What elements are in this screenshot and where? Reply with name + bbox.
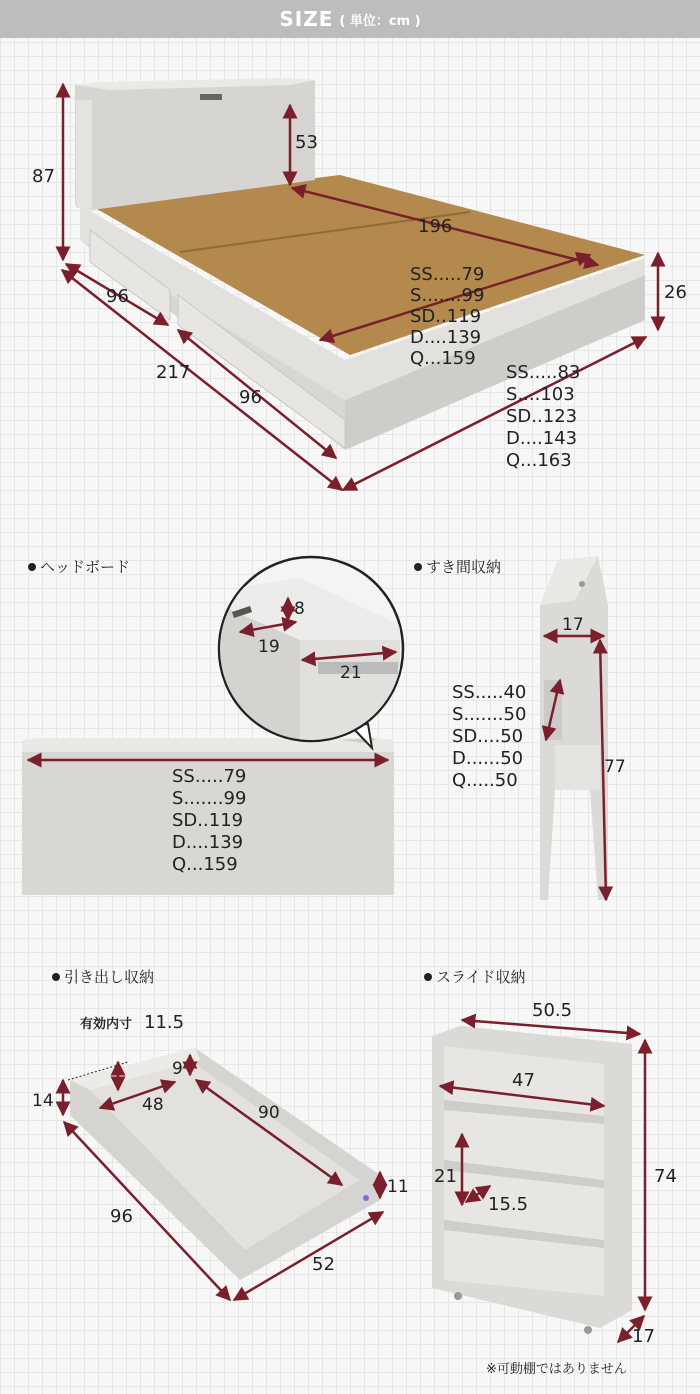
size-value: 79 (461, 264, 485, 285)
header-unit: ( 単位：cm ) (339, 13, 421, 29)
slide-note: ※可動棚ではありません (486, 1362, 627, 1377)
leader-dots: ..... (474, 682, 504, 703)
bed-height-label: 87 (32, 166, 55, 187)
leader-dots: ..... (466, 770, 495, 791)
width-row (452, 748, 523, 769)
size-code: SD (506, 406, 532, 427)
drawer-dim-52: 52 (312, 1254, 335, 1275)
section-headboard-title: ヘッドボード (40, 558, 131, 576)
headboard-shelf (22, 738, 394, 752)
drawer-illustration (68, 1048, 380, 1280)
slide-caster-icon (454, 1292, 462, 1300)
size-value: 159 (203, 854, 238, 875)
size-value: 83 (557, 362, 581, 383)
leader-dots: ..... (432, 264, 462, 285)
section-drawer (52, 966, 154, 987)
drawer-dim-96: 96 (110, 1206, 133, 1227)
gap-storage-illustration (540, 556, 608, 900)
leader-dots: .... (185, 832, 209, 853)
headboard-dim-19: 19 (258, 637, 280, 657)
drawer-dim-9: 9 (172, 1059, 183, 1079)
size-value: 50 (500, 748, 524, 769)
bullet-icon (424, 973, 432, 981)
bullet-icon (52, 973, 60, 981)
bed-frame-width-list (506, 362, 580, 471)
width-row (452, 770, 518, 791)
slide-depth-label: 17 (632, 1326, 655, 1347)
slide-caster-icon-2 (584, 1326, 592, 1334)
section-drawer-title: 引き出し収納 (64, 968, 155, 986)
size-value: 119 (446, 306, 482, 327)
size-code: SD (452, 726, 478, 747)
size-value: 123 (542, 406, 578, 427)
width-row (506, 450, 572, 471)
leader-dots: ... (520, 450, 538, 471)
width-row (506, 384, 575, 405)
size-value: 143 (542, 428, 578, 449)
headboard-width-list (172, 766, 246, 875)
drawer-caster-icon (363, 1195, 369, 1201)
headboard-side (76, 100, 92, 208)
width-row (506, 428, 577, 449)
leader-dots: ..... (528, 362, 558, 383)
gap-storage-height-label: 77 (604, 757, 626, 777)
size-code: SS (452, 682, 475, 703)
leader-dots: .... (519, 428, 543, 449)
bed-side-height-label: 26 (664, 282, 687, 303)
width-row (452, 704, 526, 725)
leader-dots: .. (197, 810, 209, 831)
bed-length-label: 196 (418, 216, 453, 237)
size-code: Q (410, 348, 425, 369)
width-row (410, 264, 484, 285)
width-row (172, 832, 243, 853)
size-code: S (452, 704, 464, 725)
size-value: 50 (494, 770, 518, 791)
bed-mattress-width-list (410, 264, 484, 369)
width-row (506, 362, 580, 383)
drawer-dim-14: 14 (32, 1091, 54, 1111)
bed-headboard-top-label: 53 (295, 132, 318, 153)
drawer-dim-11: 11 (387, 1177, 409, 1197)
size-value: 119 (208, 810, 244, 831)
section-headboard (28, 556, 130, 577)
size-code: Q (452, 770, 467, 791)
size-code: D (452, 748, 466, 769)
leader-dots: .... (423, 327, 447, 348)
width-row (172, 766, 246, 787)
section-gap-storage (414, 556, 501, 577)
size-value: 163 (537, 450, 572, 471)
size-code: SS (506, 362, 529, 383)
width-row (410, 306, 481, 327)
leader-dots: ... (186, 854, 204, 875)
size-value: 139 (208, 832, 244, 853)
bed-depth-total-label: 217 (156, 362, 191, 383)
leader-dots: .. (531, 406, 543, 427)
slide-width-label: 50.5 (532, 1000, 573, 1021)
section-slide-title: スライド収納 (436, 968, 526, 986)
width-row (172, 810, 243, 831)
width-row (452, 726, 523, 747)
size-code: SS (410, 264, 433, 285)
size-code: SD (410, 306, 436, 327)
gap-storage-width-list (452, 682, 526, 791)
size-value: 159 (441, 348, 476, 369)
leader-dots: .... (477, 726, 501, 747)
gap-hole-icon (579, 581, 585, 587)
width-row (410, 285, 484, 306)
size-code: S (172, 788, 184, 809)
leader-dots: ..... (194, 766, 224, 787)
leader-dots: .... (517, 384, 541, 405)
size-code: SS (172, 766, 195, 787)
slide-inner-width-label: 47 (512, 1070, 535, 1091)
size-value: 40 (503, 682, 527, 703)
drawer-dim-90: 90 (258, 1103, 280, 1123)
bullet-icon (28, 563, 36, 571)
size-code: Q (172, 854, 187, 875)
drawer-inner-label: 有効内寸 (80, 1017, 133, 1032)
slide-shelf-height-label: 21 (434, 1166, 457, 1187)
width-row (410, 327, 481, 348)
size-code: D (410, 327, 424, 348)
header-title: SIZE (279, 7, 334, 31)
width-row (410, 348, 476, 369)
size-code: D (506, 428, 520, 449)
width-row (452, 682, 526, 703)
leader-dots: ... (424, 348, 442, 369)
size-code: S (410, 285, 422, 306)
size-code: Q (506, 450, 521, 471)
size-value: 99 (461, 285, 485, 306)
size-value: 103 (540, 384, 575, 405)
leader-dots: .. (435, 306, 447, 327)
drawer-inner-value: 11.5 (144, 1012, 185, 1033)
width-row (172, 854, 238, 875)
headboard-dim-21: 21 (340, 663, 362, 683)
size-value: 50 (503, 704, 527, 725)
size-code: SD (172, 810, 198, 831)
leader-dots: ...... (465, 748, 501, 769)
size-value: 99 (223, 788, 247, 809)
leader-dots: ....... (183, 788, 224, 809)
outlet-icon (200, 94, 222, 100)
size-value: 139 (446, 327, 482, 348)
drawer-dim-48: 48 (142, 1095, 164, 1115)
section-slide (424, 966, 526, 987)
leader-dots: ....... (463, 704, 504, 725)
headboard-dim-8: 8 (294, 599, 305, 619)
bullet-icon (414, 563, 422, 571)
size-code: D (172, 832, 186, 853)
bed-front-right-label: 96 (239, 387, 262, 408)
slide-height-label: 74 (654, 1166, 677, 1187)
section-gap-storage-title: すき間収納 (426, 558, 502, 576)
width-row (506, 406, 577, 427)
width-row (172, 788, 246, 809)
leader-dots: ....... (421, 285, 462, 306)
size-value: 79 (223, 766, 247, 787)
size-value: 50 (500, 726, 524, 747)
slide-shelf-depth-label: 15.5 (488, 1194, 529, 1215)
gap-storage-width-label: 17 (562, 615, 584, 635)
bed-front-left-label: 96 (106, 286, 129, 307)
size-code: S (506, 384, 518, 405)
